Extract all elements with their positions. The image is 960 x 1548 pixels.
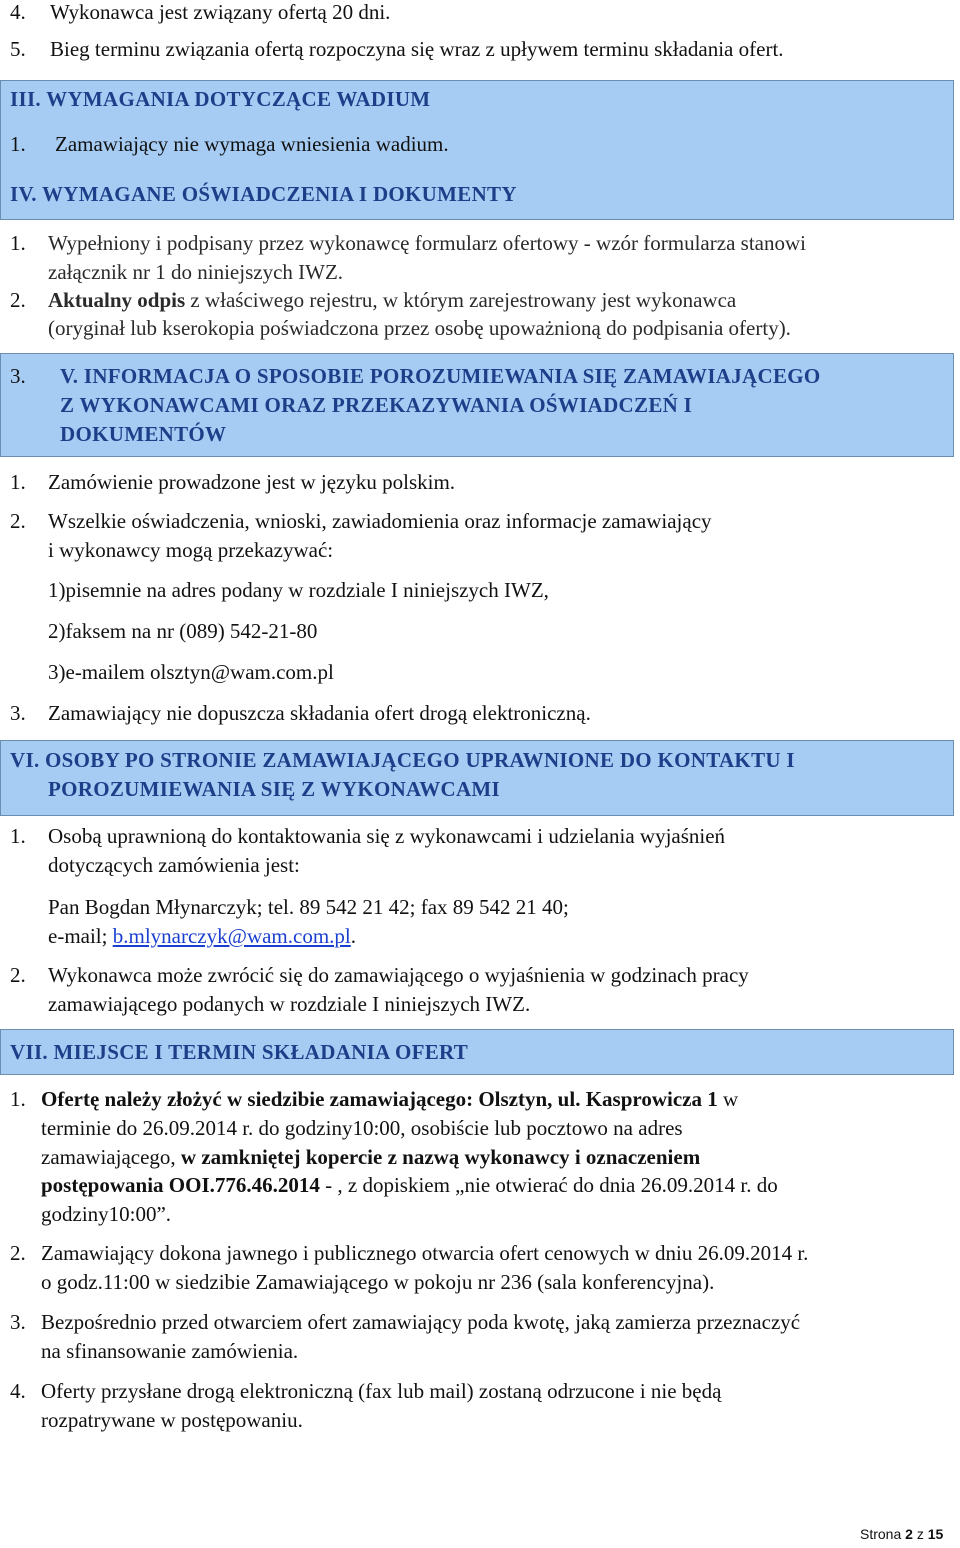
section-heading: V. INFORMACJA O SPOSOBIE POROZUMIEWANIA SIĘ ZAMAWIAJĄCEGO — [60, 364, 821, 388]
list-number: 1. — [10, 1087, 26, 1111]
text: z — [912, 1526, 928, 1542]
list-item-text: na sfinansowanie zamówienia. — [41, 1339, 299, 1363]
text: z właściwego rejestru, w którym zarejestrowany jest wykonawca — [185, 288, 737, 312]
list-item-text: Wszelkie oświadczenia, wnioski, zawiadomienia oraz informacje zamawiający — [48, 509, 712, 533]
list-item-text: o godz.11:00 w siedzibie Zamawiającego w pokoju nr 236 (sala konferencyjna). — [41, 1270, 715, 1294]
sub-item-text: 1)pisemnie na adres podany w rozdziale I niniejszych IWZ, — [48, 578, 549, 602]
list-item-text: Wypełniony i podpisany przez wykonawcę formularz ofertowy - wzór formularza stanowi — [48, 231, 806, 255]
section-heading: DOKUMENTÓW — [60, 422, 227, 446]
list-number: 2. — [10, 1241, 26, 1265]
list-item-text: załącznik nr 1 do niniejszych IWZ. — [48, 260, 344, 284]
section-heading: VI. OSOBY PO STRONIE ZAMAWIAJĄCEGO UPRAWNIONE DO KONTAKTU I — [10, 748, 795, 772]
list-item-text: dotyczących zamówienia jest: — [48, 853, 300, 877]
list-number: 2. — [10, 288, 26, 312]
list-item-text — [41, 1171, 778, 1199]
list-number: 4. — [10, 1379, 26, 1403]
text: w — [717, 1087, 739, 1111]
list-item-text — [48, 286, 736, 314]
list-item-text: zamawiającego podanych w rozdziale I niniejszych IWZ. — [48, 992, 531, 1016]
sub-item-text: 3)e-mailem olsztyn@wam.com.pl — [48, 660, 334, 684]
section-heading: VII. MIEJSCE I TERMIN SKŁADANIA OFERT — [10, 1040, 469, 1064]
list-item-text: (oryginał lub kserokopia poświadczona przez osobę upoważnioną do podpisania oferty). — [48, 316, 791, 340]
list-number: 5. — [10, 37, 26, 61]
list-number: 4. — [10, 0, 26, 24]
list-number: 1. — [10, 470, 26, 494]
list-item-text: Zamawiający dokona jawnego i publicznego otwarcia ofert cenowych w dniu 26.09.2014 r. — [41, 1241, 809, 1265]
list-item-text — [41, 1085, 738, 1113]
list-number: 1. — [10, 132, 26, 156]
text: . — [350, 924, 357, 948]
list-number: 2. — [10, 509, 26, 533]
page-number — [860, 1525, 943, 1543]
section-heading: Z WYKONAWCAMI ORAZ PRZEKAZYWANIA OŚWIADCZEŃ I — [60, 393, 693, 417]
list-item-text: Oferty przysłane drogą elektroniczną (fax lub mail) zostaną odrzucone i nie będą — [41, 1379, 722, 1403]
list-number: 3. — [10, 364, 26, 388]
list-item-text: Zamawiający nie dopuszcza składania ofert drogą elektroniczną. — [48, 701, 591, 725]
bold-text: w zamkniętej kopercie z nazwą wykonawcy i oznaczeniem — [180, 1145, 701, 1169]
list-item-text: Zamówienie prowadzone jest w języku polskim. — [48, 470, 456, 494]
list-item-text: Zamawiający nie wymaga wniesienia wadium. — [55, 132, 449, 156]
contact-text: Pan Bogdan Młynarczyk; tel. 89 542 21 42; fax 89 542 21 40; — [48, 895, 569, 919]
section-heading: IV. WYMAGANE OŚWIADCZENIA I DOKUMENTY — [10, 182, 517, 206]
list-item-text: terminie do 26.09.2014 r. do godziny10:00, osobiście lub pocztowo na adres — [41, 1116, 683, 1140]
list-number: 1. — [10, 824, 26, 848]
sub-item-text: 2)faksem na nr (089) 542-21-80 — [48, 619, 318, 643]
list-number: 2. — [10, 963, 26, 987]
list-item-text: Bieg terminu związania ofertą rozpoczyna się wraz z upływem terminu składania ofert. — [50, 37, 784, 61]
text: zamawiającego, — [41, 1145, 181, 1169]
contact-email-line — [48, 922, 356, 950]
list-number: 3. — [10, 701, 26, 725]
list-item-text: Wykonawca może zwrócić się do zamawiającego o wyjaśnienia w godzinach pracy — [48, 963, 749, 987]
list-item-text: Bezpośrednio przed otwarciem ofert zamawiający poda kwotę, jaką zamierza przeznaczyć — [41, 1310, 801, 1334]
text: - , z dopiskiem „nie otwierać do dnia 26.09.2014 r. do — [319, 1173, 778, 1197]
list-item-text — [41, 1143, 700, 1171]
bold-text: postępowania OOI.776.46.2014 — [41, 1173, 320, 1197]
total-pages: 15 — [927, 1526, 944, 1542]
list-item-text: i wykonawcy mogą przekazywać: — [48, 538, 334, 562]
list-number: 1. — [10, 231, 26, 255]
section-heading: POROZUMIEWANIA SIĘ Z WYKONAWCAMI — [48, 777, 501, 801]
email-link[interactable]: b.mlynarczyk@wam.com.pl — [112, 924, 351, 948]
list-item-text: Wykonawca jest związany ofertą 20 dni. — [50, 0, 391, 24]
current-page: 2 — [905, 1526, 913, 1542]
bold-text: Aktualny odpis — [48, 288, 186, 312]
list-item-text: Osobą uprawnioną do kontaktowania się z wykonawcami i udzielania wyjaśnień — [48, 824, 726, 848]
text: Strona — [860, 1526, 906, 1542]
text: e-mail; — [48, 924, 113, 948]
list-number: 3. — [10, 1310, 26, 1334]
list-item-text: godziny10:00”. — [41, 1202, 172, 1226]
list-item-text: rozpatrywane w postępowaniu. — [41, 1408, 303, 1432]
bold-text: Ofertę należy złożyć w siedzibie zamawiającego: Olsztyn, ul. Kasprowicza 1 — [41, 1087, 718, 1111]
section-heading: III. WYMAGANIA DOTYCZĄCE WADIUM — [10, 87, 431, 111]
